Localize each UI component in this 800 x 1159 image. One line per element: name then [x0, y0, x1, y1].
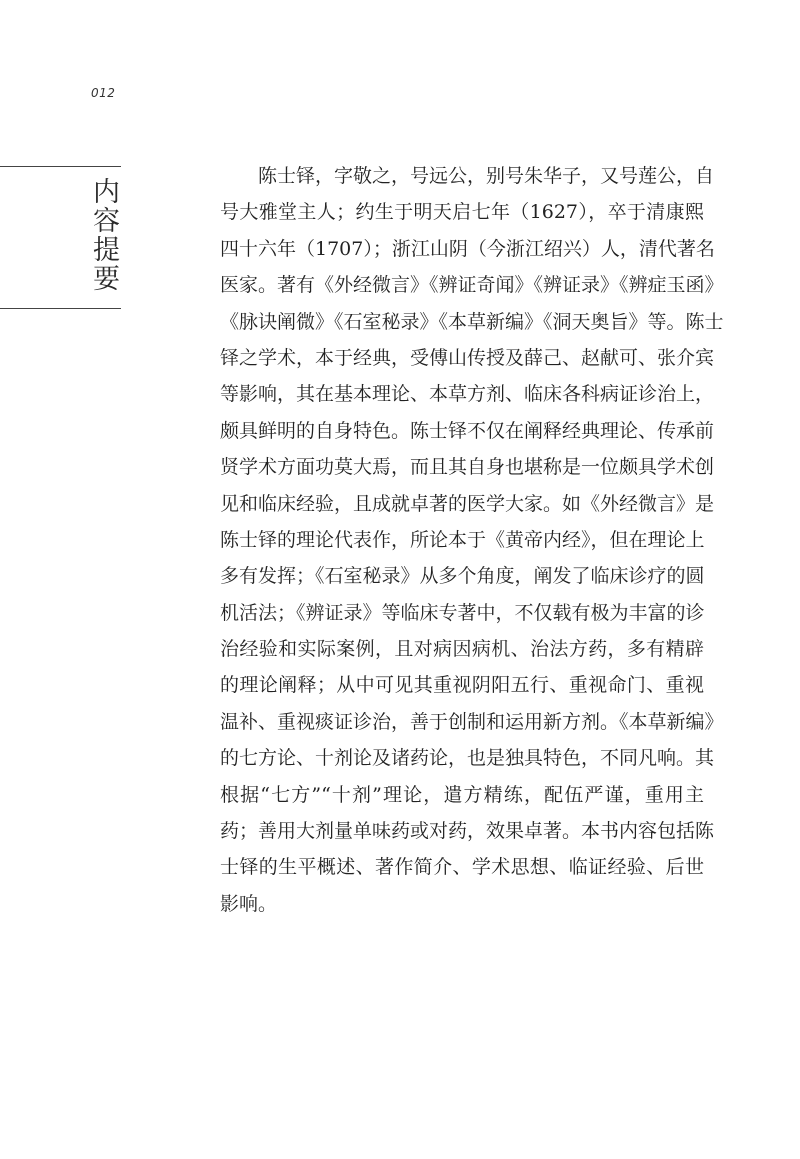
body-line: 铎之学术，本于经典，受傅山传授及薛己、赵献可、张介宾	[220, 346, 715, 369]
body-line: 四十六年（1707）；浙江山阴（今浙江绍兴）人，清代著名	[220, 237, 715, 260]
body-line: 机活法；《辨证录》等临床专著中，不仅载有极为丰富的诊	[220, 601, 705, 624]
body-line: 颇具鲜明的自身特色。陈士铎不仅在阐释经典理论、传承前	[220, 419, 715, 442]
body-line: 温补、重视痰证诊治，善于创制和运用新方剂。《本草新编》	[220, 710, 724, 733]
title-top-rule	[0, 166, 121, 167]
body-line: 陈士铎，字敬之，号远公，别号朱华子，又号莲公，自	[258, 165, 715, 187]
page-number: 012	[91, 86, 116, 100]
body-line: 等影响，其在基本理论、本草方剂、临床各科病证诊治上，	[220, 383, 715, 406]
body-line: 多有发挥；《石室秘录》从多个角度，阐发了临床诊疗的圆	[220, 565, 705, 588]
title-bottom-rule	[0, 308, 121, 309]
body-line: 士铎的生平概述、著作简介、学术思想、临证经验、后世	[220, 856, 704, 879]
body-line: 号大雅堂主人；约生于明天启七年（1627），卒于清康熙	[220, 201, 704, 224]
body-line: 的七方论、十剂论及诸药论，也是独具特色，不同凡响。其	[220, 747, 715, 770]
body-line: 医家。著有《外经微言》《辨证奇闻》《辨证录》《辨症玉函》	[220, 274, 724, 297]
body-line: 的理论阐释；从中可见其重视阴阳五行、重视命门、重视	[220, 674, 704, 697]
body-line: 《脉诀阐微》《石室秘录》《本草新编》《洞天奥旨》等。陈士	[220, 310, 724, 333]
summary-body	[220, 158, 724, 922]
section-title: 内容提要	[88, 177, 119, 293]
body-line: 贤学术方面功莫大焉，而且其自身也堪称是一位颇具学术创	[220, 456, 715, 479]
body-line: 影响。	[220, 892, 278, 915]
body-line: 治经验和实际案例，且对病因病机、治法方药，多有精辟	[220, 638, 704, 661]
body-line: 见和临床经验，且成就卓著的医学大家。如《外经微言》是	[220, 492, 715, 515]
body-line: 根据“七方”“十剂”理论，遣方精练，配伍严谨，重用主	[220, 783, 704, 806]
body-line: 药；善用大剂量单味药或对药，效果卓著。本书内容包括陈	[220, 820, 715, 843]
body-line: 陈士铎的理论代表作，所论本于《黄帝内经》，但在理论上	[220, 528, 705, 551]
